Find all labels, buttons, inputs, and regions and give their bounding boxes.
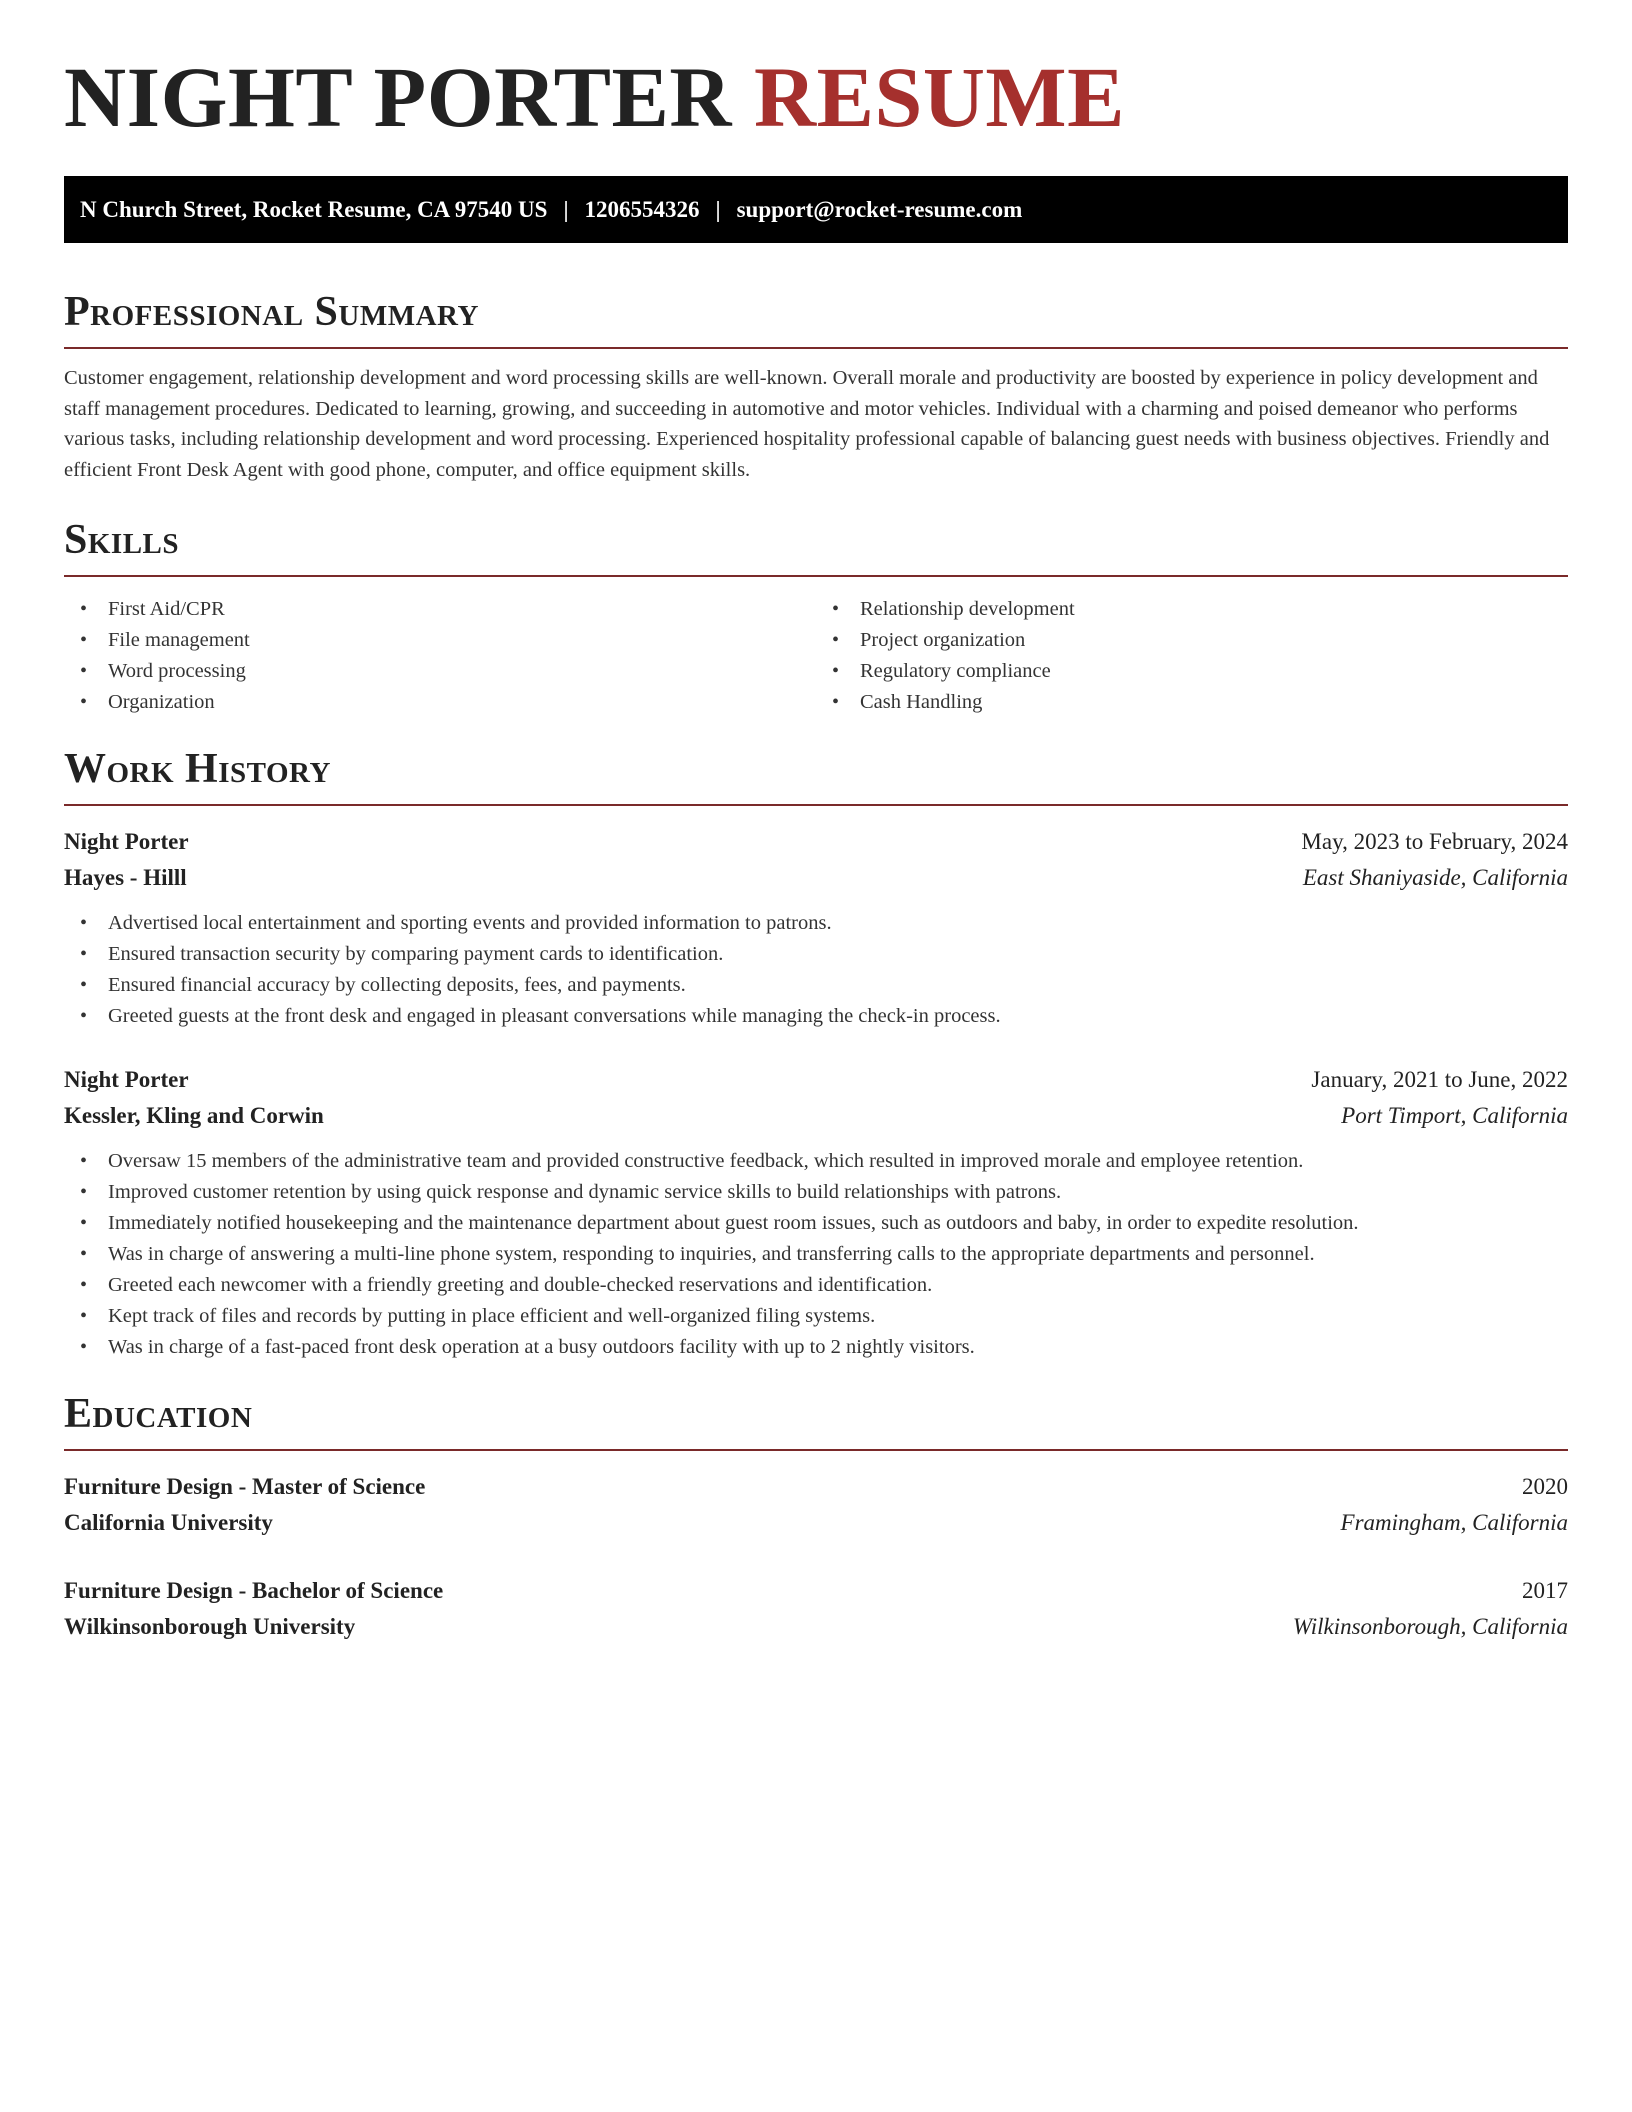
job-title-row [64,1062,1568,1098]
skills-column-right [816,594,1568,718]
job-bullet: • Ensured transaction security by comparing payment cards to identification. [64,939,1568,970]
skills-section [64,519,1568,718]
summary-heading: Professional Summary [64,291,1568,349]
work-history-section [64,748,1568,1363]
job-title-row [64,824,1568,860]
education-school: California University [64,1510,273,1535]
contact-address: N Church Street, Rocket Resume, CA 97540 US [80,196,548,222]
job-bullet: • Advertised local entertainment and sporting events and provided information to patrons. [64,908,1568,939]
contact-email: support@rocket-resume.com [736,196,1023,222]
education-degree: Furniture Design - Master of Science [64,1474,426,1499]
job-location: East Shaniyaside, California [1302,865,1568,890]
job-company-row [64,1098,1568,1134]
skills-column-left [64,594,816,718]
skills-heading: Skills [64,519,1568,577]
skill-item: • File management [64,625,816,656]
contact-phone: 1206554326 [584,196,700,222]
education-year: 2017 [1522,1578,1568,1603]
education-school-row [64,1609,1568,1645]
education-entry [64,1469,1568,1541]
education-location: Framingham, California [1340,1510,1568,1535]
job-title: Night Porter [64,1067,189,1092]
education-school-row [64,1505,1568,1541]
education-year: 2020 [1522,1474,1568,1499]
job-bullet: • Immediately notified housekeeping and the maintenance department about guest room issues, such as outdoors and baby, in order to expedite resolution. [64,1208,1568,1239]
skill-item: • Project organization [816,625,1568,656]
skill-item: • Word processing [64,656,816,687]
skill-item: • Relationship development [816,594,1568,625]
job-dates: January, 2021 to June, 2022 [1311,1067,1568,1092]
job-company: Kessler, Kling and Corwin [64,1103,324,1128]
education-degree-row [64,1469,1568,1505]
job-bullet: • Kept track of files and records by putting in place efficient and well-organized filing systems. [64,1301,1568,1332]
skill-item: • First Aid/CPR [64,594,816,625]
skill-item: • Organization [64,687,816,718]
job-company-row [64,860,1568,896]
contact-bar [64,176,1568,243]
job-bullet: • Greeted guests at the front desk and engaged in pleasant conversations while managing the check-in process. [64,1001,1568,1032]
job-bullet: • Improved customer retention by using quick response and dynamic service skills to build relationships with patrons. [64,1177,1568,1208]
job-bullet: • Oversaw 15 members of the administrative team and provided constructive feedback, which resulted in improved morale and employee retention. [64,1146,1568,1177]
job-bullets [64,1146,1568,1363]
education-school: Wilkinsonborough University [64,1614,356,1639]
skill-item: • Regulatory compliance [816,656,1568,687]
skill-item: • Cash Handling [816,687,1568,718]
job-company: Hayes - Hilll [64,865,187,890]
skills-grid [64,594,1568,718]
education-entry [64,1573,1568,1645]
job-entry [64,1062,1568,1363]
job-bullet: • Greeted each newcomer with a friendly greeting and double-checked reservations and identification. [64,1270,1568,1301]
resume-title [64,0,1568,145]
job-bullets [64,908,1568,1032]
job-bullet: • Was in charge of a fast-paced front desk operation at a busy outdoors facility with up to 2 nightly visitors. [64,1332,1568,1363]
title-accent: RESUME [754,49,1125,145]
job-bullet: • Was in charge of answering a multi-line phone system, responding to inquiries, and transferring calls to the appropriate departments and personnel. [64,1239,1568,1270]
title-main: NIGHT PORTER [64,49,733,145]
contact-separator: | [563,196,569,222]
job-bullet: • Ensured financial accuracy by collecting deposits, fees, and payments. [64,970,1568,1001]
education-location: Wilkinsonborough, California [1292,1614,1568,1639]
job-title: Night Porter [64,829,189,854]
summary-text: Customer engagement, relationship development and word processing skills are well-known. Overall morale and productivity are boosted by experience in policy development and staff management procedures. Dedicated to learning, growing, and succeeding in automotive and motor vehicles. Individual with a charming and poised demeanor who performs various tasks, including relationship development and word processing. Experienced hospitality professional capable of balancing guest needs with business objectives. Friendly and efficient Front Desk Agent with good phone, computer, and office equipment skills. [64,367,1550,481]
education-degree-row [64,1573,1568,1609]
contact-separator: | [715,196,721,222]
job-location: Port Timport, California [1341,1103,1568,1128]
job-entry [64,824,1568,1032]
education-degree: Furniture Design - Bachelor of Science [64,1578,444,1603]
education-heading: Education [64,1393,1568,1451]
work-history-heading: Work History [64,748,1568,806]
summary-section [64,291,1568,485]
job-dates: May, 2023 to February, 2024 [1301,829,1568,854]
education-section [64,1393,1568,1645]
